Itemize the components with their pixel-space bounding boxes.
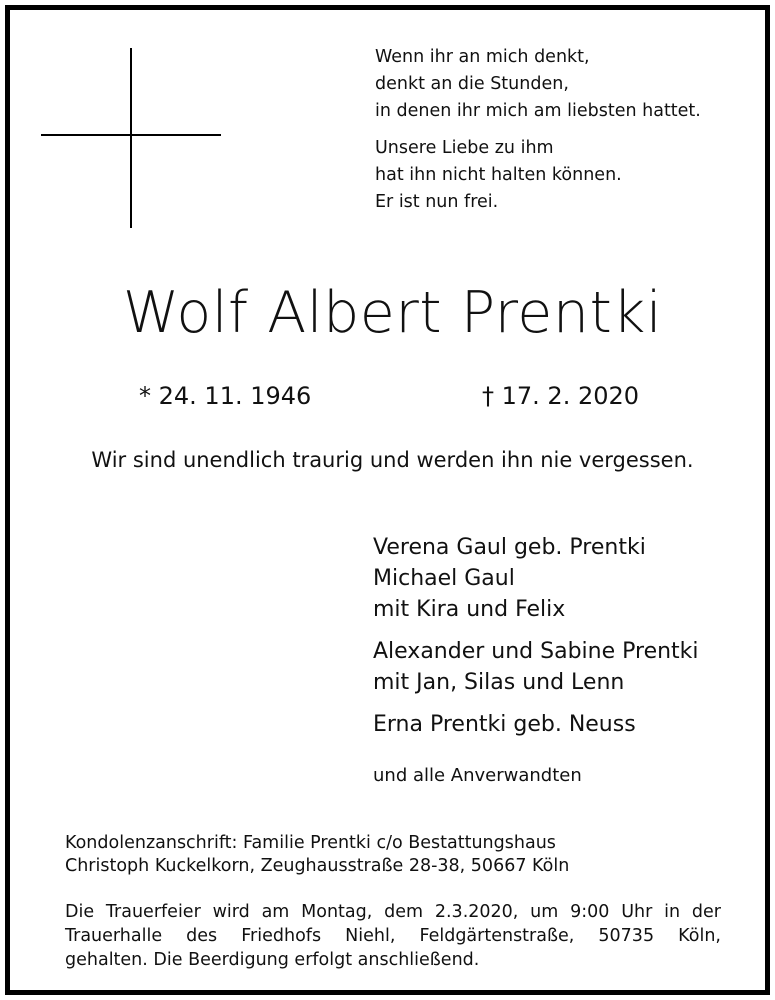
family-line: mit Jan, Silas und Lenn (373, 670, 625, 695)
relatives-line: und alle Anverwandten (373, 765, 582, 786)
address-line: Kondolenzanschrift: Familie Prentki c/o Bestattungshaus (65, 833, 556, 853)
family-line: Verena Gaul geb. Prentki (373, 535, 646, 560)
poem-line: Er ist nun frei. (375, 192, 499, 212)
deceased-name: Wolf Albert Prentki (122, 280, 663, 346)
family-line: Erna Prentki geb. Neuss (373, 712, 636, 737)
condolence-address (65, 832, 569, 878)
poem-stanza-1 (375, 44, 735, 125)
poem (375, 44, 735, 216)
poem-line: Wenn ihr an mich denkt, (375, 47, 590, 67)
obituary-frame (5, 5, 770, 995)
service-line: gehalten. Die Beerdigung erfolgt anschließend. (65, 950, 480, 970)
address-line: Christoph Kuckelkorn, Zeughausstraße 28-38, 50667 Köln (65, 856, 570, 876)
family-group-2 (373, 636, 753, 698)
family-group-1 (373, 532, 753, 625)
poem-line: hat ihn nicht halten können. (375, 165, 622, 185)
poem-line: in denen ihr mich am liebsten hattet. (375, 101, 701, 121)
poem-stanza-2 (375, 135, 735, 216)
birth-date: * 24. 11. 1946 (139, 382, 312, 410)
poem-line: Unsere Liebe zu ihm (375, 138, 554, 158)
family-line: Michael Gaul (373, 566, 515, 591)
poem-line: denkt an die Stunden, (375, 74, 569, 94)
family-list (373, 532, 753, 740)
funeral-service-info (65, 900, 721, 972)
family-group-3 (373, 709, 753, 740)
death-date: † 17. 2. 2020 (482, 382, 640, 410)
mourning-sentence: Wir sind unendlich traurig und werden ihn nie vergessen. (91, 448, 694, 472)
family-line: mit Kira und Felix (373, 597, 566, 622)
service-line: Die Trauerfeier wird am Montag, dem 2.3.2020, um 9:00 Uhr in der (65, 902, 721, 922)
service-line: Trauerhalle des Friedhofs Niehl, Feldgärtenstraße, 50735 Köln, (65, 926, 721, 946)
family-line: Alexander und Sabine Prentki (373, 639, 699, 664)
